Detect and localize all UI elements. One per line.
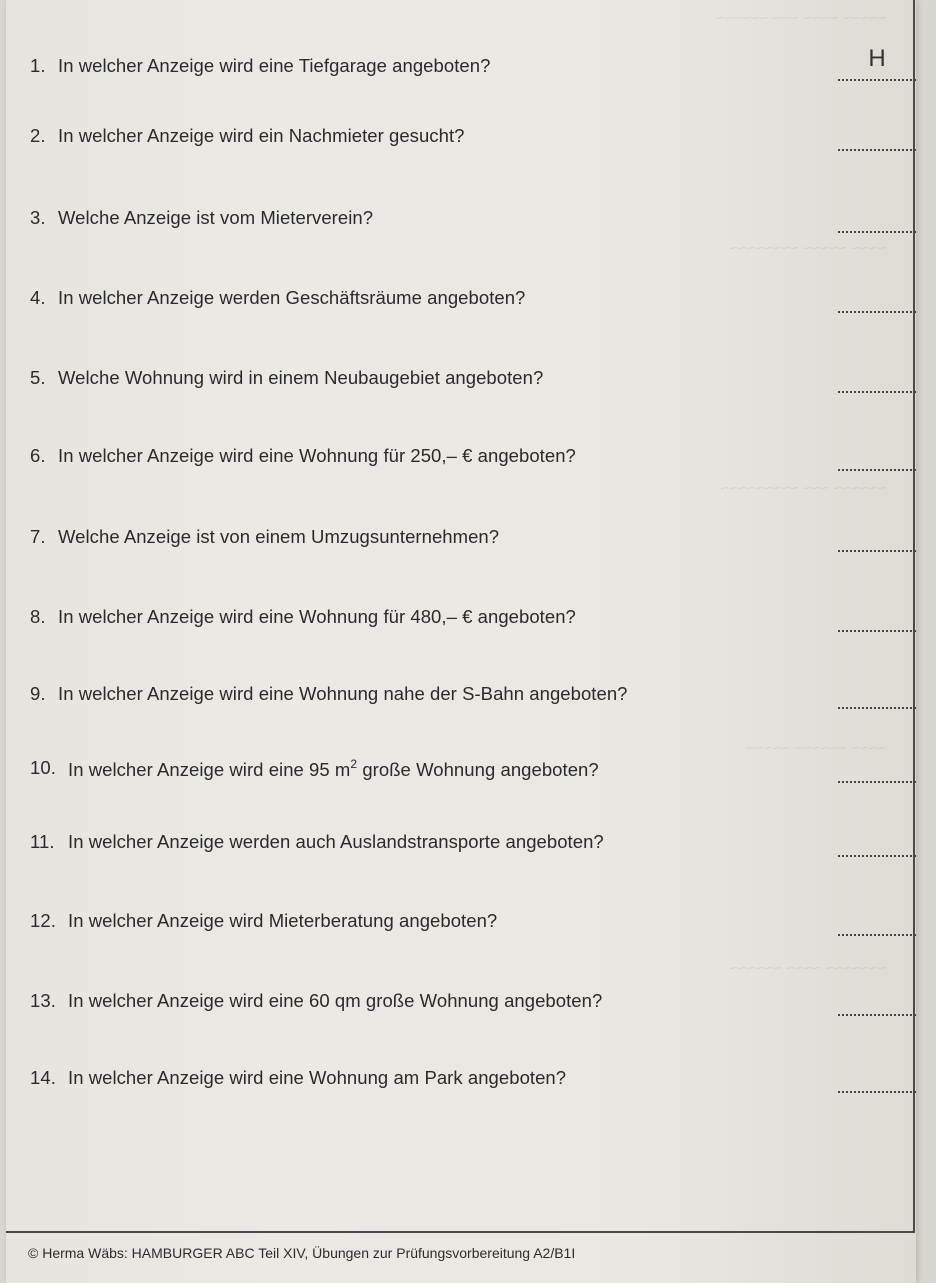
superscript: 2 bbox=[350, 757, 358, 771]
question-9 bbox=[30, 683, 920, 717]
question-8 bbox=[30, 606, 920, 640]
question-number: 13. bbox=[30, 990, 57, 1011]
question-4 bbox=[30, 287, 920, 321]
question-number: 7. bbox=[30, 526, 46, 547]
answer-field[interactable] bbox=[838, 994, 916, 1016]
question-text: In welcher Anzeige wird eine Wohnung am Park angeboten? bbox=[68, 1067, 567, 1088]
question-3 bbox=[30, 207, 920, 241]
question-text: In welcher Anzeige werden Geschäftsräume angeboten? bbox=[58, 287, 526, 308]
question-number: 12. bbox=[30, 910, 57, 931]
answer-field[interactable] bbox=[838, 211, 916, 233]
question-text: Welche Wohnung wird in einem Neubaugebiet angeboten? bbox=[58, 367, 544, 388]
question-text: In welcher Anzeige wird eine Tiefgarage angeboten? bbox=[58, 55, 491, 76]
question-12 bbox=[30, 910, 920, 944]
answer-field[interactable] bbox=[838, 530, 916, 552]
question-2 bbox=[30, 125, 920, 159]
answer-field[interactable] bbox=[838, 371, 916, 393]
question-number: 14. bbox=[30, 1067, 57, 1088]
question-number: 11. bbox=[30, 831, 55, 852]
question-text: In welcher Anzeige wird ein Nachmieter gesucht? bbox=[58, 125, 465, 146]
question-6 bbox=[30, 445, 920, 479]
question-11 bbox=[30, 831, 920, 865]
show-through-decoration: ~~~~~~ ~~~ ~~~~~~~~~ bbox=[719, 480, 886, 497]
question-text bbox=[68, 757, 599, 781]
question-text: In welcher Anzeige wird eine 60 qm große Wohnung angeboten? bbox=[68, 990, 603, 1011]
question-text: In welcher Anzeige wird eine Wohnung für 480,– € angeboten? bbox=[58, 606, 576, 627]
question-number: 9. bbox=[30, 683, 46, 704]
question-text: In welcher Anzeige werden auch Auslandstransporte angeboten? bbox=[68, 831, 604, 852]
question-14 bbox=[30, 1067, 920, 1101]
question-number: 6. bbox=[30, 445, 46, 466]
question-5 bbox=[30, 367, 920, 401]
question-number: 10. bbox=[30, 757, 57, 778]
show-through-decoration: ~~~~~ ~~~~ ~~~ ~~~~~~ bbox=[715, 10, 886, 27]
show-through-decoration: ~~~~ ~~~~~ ~~~~~~~~ bbox=[728, 240, 886, 257]
question-text: Welche Anzeige ist vom Mieterverein? bbox=[58, 207, 374, 228]
question-text: Welche Anzeige ist von einem Umzugsunternehmen? bbox=[58, 526, 500, 547]
question-number: 2. bbox=[30, 125, 46, 146]
question-13 bbox=[30, 990, 920, 1024]
question-text: In welcher Anzeige wird eine Wohnung für 250,– € angeboten? bbox=[58, 445, 576, 466]
answer-field[interactable] bbox=[838, 914, 916, 936]
answer-field[interactable] bbox=[838, 761, 916, 783]
question-number: 4. bbox=[30, 287, 46, 308]
answer-field[interactable] bbox=[838, 45, 916, 81]
answer-field[interactable] bbox=[838, 291, 916, 313]
question-7 bbox=[30, 526, 920, 560]
show-through-decoration: ~~~~~~~ ~~~~ ~~~~~~ bbox=[728, 960, 886, 977]
answer-field[interactable] bbox=[838, 1071, 916, 1093]
question-number: 1. bbox=[30, 55, 46, 76]
answer-field[interactable] bbox=[838, 129, 916, 151]
answer-field[interactable] bbox=[838, 610, 916, 632]
show-through-decoration: ~~~~ ~~~~~~ ~~~~~ bbox=[746, 740, 886, 757]
answer-field[interactable] bbox=[838, 687, 916, 709]
question-number: 3. bbox=[30, 207, 46, 228]
question-text: In welcher Anzeige wird Mieterberatung angeboten? bbox=[68, 910, 498, 931]
question-text: In welcher Anzeige wird eine Wohnung nahe der S-Bahn angeboten? bbox=[58, 683, 628, 704]
copyright-footer: © Herma Wäbs: HAMBURGER ABC Teil XIV, Übungen zur Prüfungsvorbereitung A2/B1I bbox=[28, 1245, 576, 1261]
question-number: 8. bbox=[30, 606, 46, 627]
answer-field[interactable] bbox=[838, 835, 916, 857]
question-text-part: In welcher Anzeige wird eine 95 m bbox=[68, 759, 351, 780]
answer-field[interactable] bbox=[838, 449, 916, 471]
worksheet-page bbox=[6, 0, 916, 1283]
question-text-part: große Wohnung angeboten? bbox=[357, 759, 599, 780]
question-number: 5. bbox=[30, 367, 46, 388]
question-1 bbox=[30, 45, 920, 89]
question-10 bbox=[30, 757, 920, 791]
answer-value: H bbox=[868, 45, 886, 72]
